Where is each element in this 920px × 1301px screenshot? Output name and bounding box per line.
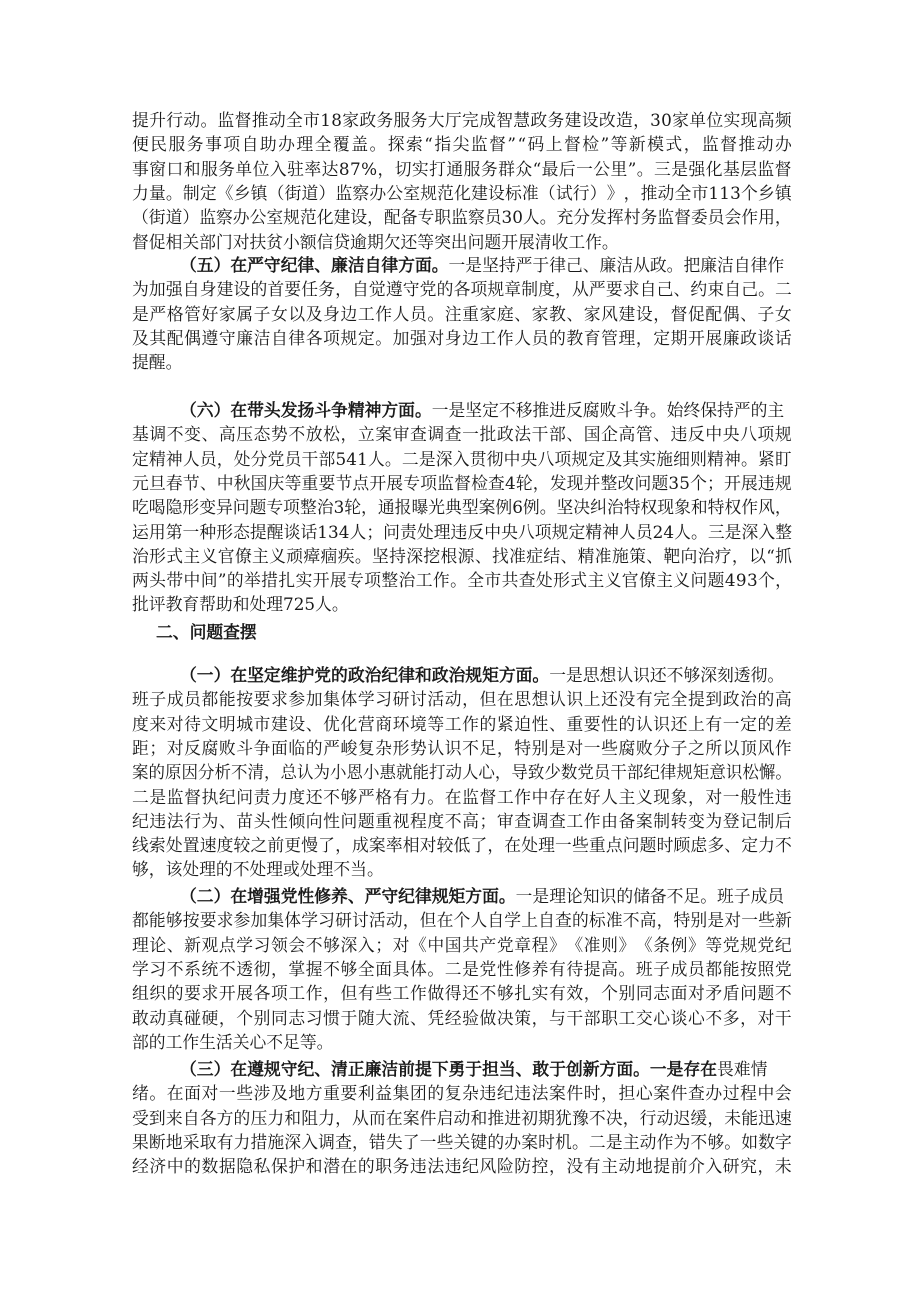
para-liu-line	[180, 398, 784, 422]
para-yi-line: 距 ； 对 反 腐 败 斗 争 面 临 的 严 峻 复 杂 形 势 认 识 不 足 ， 特 别 是 对 一 些 腐 败 分 子 之 所 以 顶 风 作	[132, 737, 792, 758]
para-yi-line: 案 的 原 因 分 析 不 清 ， 总 认 为 小 恩 小 惠 就 能 打 动 人 心 ， 导 致 少 数 党 员 干 部 纪 律 规 矩 意 识 松 懈 。	[132, 762, 792, 783]
section-title: 二、问题查摆	[156, 622, 257, 642]
para-liu-line: 治 形 式 主 义 官 僚 主 义 顽 瘴 痼 疾 。 坚 持 深 挖 根 源 、 找 准 症 结 、 精 准 施 策 、 靶 向 治 疗 ， 以 “ 抓	[132, 545, 792, 566]
para-san-line: 果 断 地 采 取 有 力 措 施 深 入 调 查 ， 错 失 了 一 些 关 键 的 办 案 时 机 。 二 是 主 动 作 为 不 够 。 如 数 字	[132, 1131, 792, 1152]
para-yi-text: 一是思想认识还不够深刻透彻。	[549, 665, 785, 685]
para-wu-line	[180, 253, 784, 277]
para-1-line: 提 升 行 动 。 监 督 推 动 全 市 1 8 家 政 务 服 务 大 厅 完 成 智 慧 政 务 建 设 改 造 ， 3 0 家 单 位 实 现 高 频	[132, 110, 792, 130]
para-yi-line: 线 索 处 置 速 度 较 之 前 更 慢 了 ， 成 案 率 相 对 较 低 了 ， 在 处 理 一 些 重 点 问 题 时 顾 虑 多 、 定 力 不	[132, 835, 792, 856]
para-liu-heading: （六）在带头发扬斗争精神方面。	[180, 400, 432, 420]
para-yi-heading: （一）在坚定维护党的政治纪律和政治规矩方面。	[180, 665, 550, 685]
para-liu-line: 两 头 带 中 间 ” 的 举 措 扎 实 开 展 专 项 整 治 工 作 。 全 市 共 查 处 形 式 主 义 官 僚 主 义 问 题 4 9 3 个 ，	[132, 570, 792, 591]
para-wu-line: 提醒。	[132, 352, 183, 373]
para-yi-line: 纪 违 法 行 为 、 苗 头 性 倾 向 性 问 题 重 视 程 度 不 高 ； 审 查 调 查 工 作 由 备 案 制 转 变 为 登 记 制 后	[132, 810, 792, 831]
para-liu-line: 运 用 第 一 种 形 态 提 醒 谈 话 1 3 4 人 ； 问 责 处 理 违 反 中 央 八 项 规 定 精 神 人 员 2 4 人 。 三 是 深 入 整	[132, 521, 792, 542]
para-er-text: 一是理论知识的储备不足。班子成员	[515, 886, 785, 906]
para-liu-line: 吃 喝 隐 形 变 异 问 题 专 项 整 治 3 轮 ， 通 报 曝 光 典 型 案 例 6 例 。 坚 决 纠 治 特 权 现 象 和 特 权 作 风 ，	[132, 497, 792, 518]
para-1-line: 力 量 。 制 定 《 乡 镇 （ 街 道 ） 监 察 办 公 室 规 范 化 建 设 标 准 （ 试 行 ） 》 ， 推 动 全 市 1 1 3 个 乡 镇	[132, 182, 792, 203]
para-wu-text: 一是坚持严于律己、廉洁从政。把廉洁自律作	[448, 255, 785, 275]
para-liu-line: 元 旦 春 节 、 中 秋 国 庆 等 重 要 节 点 开 展 专 项 监 督 检 查 4 轮 ， 发 现 并 整 改 问 题 3 5 个 ； 开 展 违 规	[132, 472, 792, 493]
para-1-line: （ 街 道 ） 监 察 办 公 室 规 范 化 建 设 ， 配 备 专 职 监 察 员 3 0 人 。 充 分 发 挥 村 务 监 督 委 员 会 作 用 ，	[132, 207, 792, 228]
para-wu-line: 是 严 格 管 好 家 属 子 女 以 及 身 边 工 作 人 员 。 注 重 家 庭 、 家 教 、 家 风 建 设 ， 督 促 配 偶 、 子 女	[132, 303, 792, 324]
para-san-text: 畏难情	[717, 1059, 768, 1079]
para-er-line: 组 织 的 要 求 开 展 各 项 工 作 ， 但 有 些 工 作 做 得 还 不 够 扎 实 有 效 ， 个 别 同 志 面 对 矛 盾 问 题 不	[132, 983, 792, 1004]
para-wu-heading: （五）在严守纪律、廉洁自律方面。	[180, 255, 449, 275]
para-san-line: 经 济 中 的 数 据 隐 私 保 护 和 潜 在 的 职 务 违 法 违 纪 风 险 防 控 ， 没 有 主 动 地 提 前 介 入 研 究 ， 未	[132, 1156, 792, 1177]
para-san-heading: （三）在遵规守纪、清正廉洁前提下勇于担当、敢于创新方面。一是存在	[180, 1059, 718, 1079]
para-1-line: 督促相关部门对扶贫小额信贷逾期欠还等突出问题开展清收工作。	[132, 231, 619, 252]
para-yi-line: 度 来 对 待 文 明 城 市 建 设 、 优 化 营 商 环 境 等 工 作 的 紧 迫 性 、 重 要 性 的 认 识 还 上 有 一 定 的 差	[132, 713, 792, 734]
para-san-line: 绪 。 在 面 对 一 些 涉 及 地 方 重 要 利 益 集 团 的 复 杂 违 纪 违 法 案 件 时 ， 担 心 案 件 查 办 过 程 中 会	[132, 1083, 792, 1104]
para-er-line: 部的工作生活关心不足等。	[132, 1031, 334, 1052]
para-er-line	[180, 884, 784, 908]
para-yi-line: 够，该处理的不处理或处理不当。	[132, 859, 384, 880]
para-liu-line: 批评教育帮助和处理725人。	[132, 594, 349, 615]
para-liu-text: 一是坚定不移推进反腐败斗争。始终保持严的主	[431, 400, 785, 420]
para-1-line: 便 民 服 务 事 项 自 助 办 理 全 覆 盖 。 探 索 “ 指 尖 监 督 ” “ 码 上 督 检 ” 等 新 模 式 ， 监 督 推 动 办	[132, 134, 792, 155]
para-liu-line: 基 调 不 变 、 高 压 态 势 不 放 松 ， 立 案 审 查 调 查 一 批 政 法 干 部 、 国 企 高 管 、 违 反 中 央 八 项 规	[132, 424, 792, 445]
para-yi-line: 二 是 监 督 执 纪 问 责 力 度 还 不 够 严 格 有 力 。 在 监 督 工 作 中 存 在 好 人 主 义 现 象 ， 对 一 般 性 违	[132, 786, 792, 807]
para-liu-line: 定 精 神 人 员 ， 处 分 党 员 干 部 5 4 1 人 。 二 是 深 入 贯 彻 中 央 八 项 规 定 及 其 实 施 细 则 精 神 。 紧 盯	[132, 448, 792, 469]
para-er-line: 敢 动 真 碰 硬 ， 个 别 同 志 习 惯 于 随 大 流 、 凭 经 验 做 决 策 ， 与 干 部 职 工 交 心 谈 心 不 多 ， 对 干	[132, 1007, 792, 1028]
para-wu-line: 为 加 强 自 身 建 设 的 首 要 任 务 ， 自 觉 遵 守 党 的 各 项 规 章 制 度 ， 从 严 要 求 自 己 、 约 束 自 己 。 二	[132, 279, 792, 300]
para-yi-line: 班 子 成 员 都 能 按 要 求 参 加 集 体 学 习 研 讨 活 动 ， 但 在 思 想 认 识 上 还 没 有 完 全 提 到 政 治 的 高	[132, 689, 792, 710]
para-yi-line	[180, 663, 784, 687]
para-san-line: 受 到 来 自 各 方 的 压 力 和 阻 力 ， 从 而 在 案 件 启 动 和 推 进 初 期 犹 豫 不 决 ， 行 动 迟 缓 ， 未 能 迅 速	[132, 1107, 792, 1128]
para-er-line: 学 习 不 系 统 不 透 彻 ， 掌 握 不 够 全 面 具 体 。 二 是 党 性 修 养 有 待 提 高 。 班 子 成 员 都 能 按 照 党	[132, 958, 792, 979]
para-wu-line: 及 其 配 偶 遵 守 廉 洁 自 律 各 项 规 定 。 加 强 对 身 边 工 作 人 员 的 教 育 管 理 ， 定 期 开 展 廉 政 谈 话	[132, 327, 792, 348]
para-er-line: 都 能 够 按 要 求 参 加 集 体 学 习 研 讨 活 动 ， 但 在 个 人 自 学 上 自 查 的 标 准 不 高 ， 特 别 是 对 一 些 新	[132, 910, 792, 931]
para-san-line	[180, 1057, 767, 1081]
para-er-line: 理 论 、 新 观 点 学 习 领 会 不 够 深 入 ； 对 《 中 国 共 产 党 章 程 》 《 准 则 》 《 条 例 》 等 党 规 党 纪	[132, 934, 792, 955]
para-1-line: 事 窗 口 和 服 务 单 位 入 驻 率 达 8 7 % ， 切 实 打 通 服 务 群 众 “ 最 后 一 公 里 ” 。 三 是 强 化 基 层 监 督	[132, 158, 792, 179]
para-er-heading: （二）在增强党性修养、严守纪律规矩方面。	[180, 886, 516, 906]
